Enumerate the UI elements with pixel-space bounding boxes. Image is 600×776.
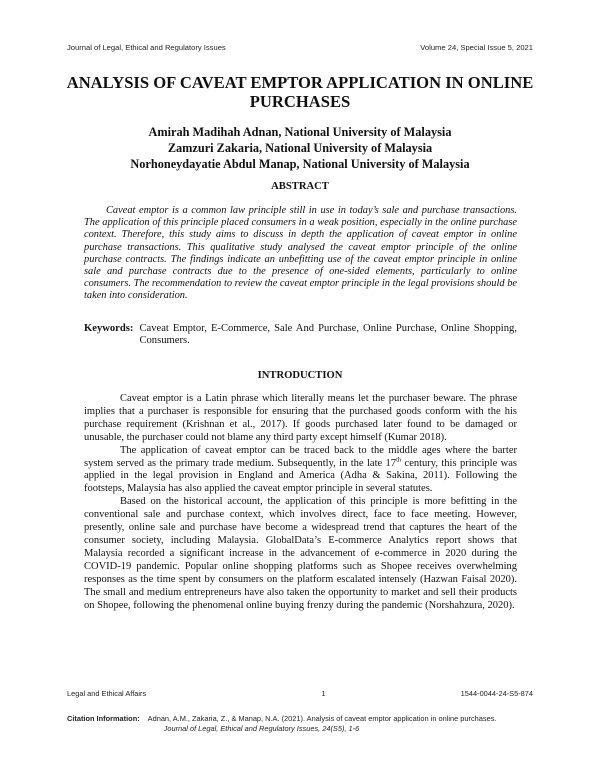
- author-1: Amirah Madihah Adnan, National University of Malaysia: [148, 125, 452, 139]
- paragraph-2-part-a: The application of caveat emptor can be traced back to the middle ages where the barter system served as the primary trade medium. Subsequently, in the late 17: [84, 444, 517, 469]
- introduction-body: [84, 393, 517, 612]
- paper-title: ANALYSIS OF CAVEAT EMPTOR APPLICATION IN ONLINE PURCHASES: [66, 73, 534, 111]
- citation-information: [67, 714, 540, 734]
- author-list: [60, 124, 540, 172]
- paragraph-1: Caveat emptor is a Latin phrase which literally means let the purchaser beware. The phrase implies that a purchaser is responsible for ensuring that the purchased goods conform with the his purchase requirement (Krishnan et al., 2017). If goods purchased later found to be damaged or unusable, the purchaser could not blame any third party except himself (Kumar 2018).: [84, 393, 517, 443]
- running-footer: [67, 689, 533, 698]
- keywords: [84, 323, 517, 348]
- paragraph-2-part-b: century, this principle was applied in the legal provision in England and America (Adha & Sakina, 2011). Following the footsteps, Malaysia has also applied the caveat emptor principle in several statutes.: [84, 457, 517, 495]
- citation-line-2: Journal of Legal, Ethical and Regulatory Issues, 24(S5), 1-6: [163, 724, 360, 733]
- footer-left: Legal and Ethical Affairs: [67, 689, 147, 698]
- introduction-heading: INTRODUCTION: [257, 370, 343, 381]
- author-2: Zamzuri Zakaria, National University of Malaysia: [167, 141, 433, 155]
- running-header: [67, 43, 533, 52]
- superscript-th: th: [396, 456, 402, 464]
- keywords-text: Caveat Emptor, E-Commerce, Sale And Purchase, Online Purchase, Online Shopping, Consumers.: [139, 323, 517, 347]
- citation-line-1: Adnan, A.M., Zakaria, Z., & Manap, N.A. (2021). Analysis of caveat emptor application in online purchases.: [147, 714, 497, 723]
- page-number: 1: [321, 689, 326, 698]
- author-3: Norhoneydayatie Abdul Manap, National University of Malaysia: [130, 157, 470, 171]
- journal-name: Journal of Legal, Ethical and Regulatory Issues: [67, 43, 226, 52]
- abstract-text: Caveat emptor is a common law principle still in use in today’s sale and purchase transactions. The application of this principle placed consumers in a weak position, especially in the online purchase context. Therefore, this study aims to discuss in depth the application of caveat emptor in online purchase transactions. This qualitative study analysed the caveat emptor principle of the online purchase contracts. The findings indicate an unbefitting use of the caveat emptor principle in online sale and purchase contracts due to the presence of one-sided elements, particularly to online consumers. The recommendation to review the caveat emptor principle in the legal provisions should be taken into consideration.: [84, 205, 517, 302]
- paragraph-3: Based on the historical account, the application of this principle is more befitting in the conventional sale and purchase context, which involves direct, face to face meeting. However, presently, online sale and purchase have become a widespread trend that captures the heart of the consumer society, including Malaysia. GlobalData’s E-commerce Analytics report shows that Malaysia recorded a significant increase in the advancement of e-commerce in 2020 during the COVID-19 pandemic. Popular online shopping platforms such as Shopee receives overwhelming responses as the time spent by consumers on the platform escalated intensely (Hazwan Faisal 2020). The small and medium entrepreneurs have also taken the opportunity to market and sell their products on Shopee, following the phenomenal online buying frenzy during the pandemic (Norshahzura, 2020).: [84, 496, 517, 611]
- volume-info: Volume 24, Special Issue 5, 2021: [420, 43, 533, 52]
- citation-label: Citation Information:: [67, 714, 140, 723]
- citation-body: [148, 714, 497, 734]
- paragraph-2: [84, 445, 517, 497]
- footer-right: 1544-0044-24-S5-874: [460, 689, 533, 698]
- keywords-label: Keywords:: [84, 323, 134, 334]
- abstract-heading: ABSTRACT: [271, 181, 329, 192]
